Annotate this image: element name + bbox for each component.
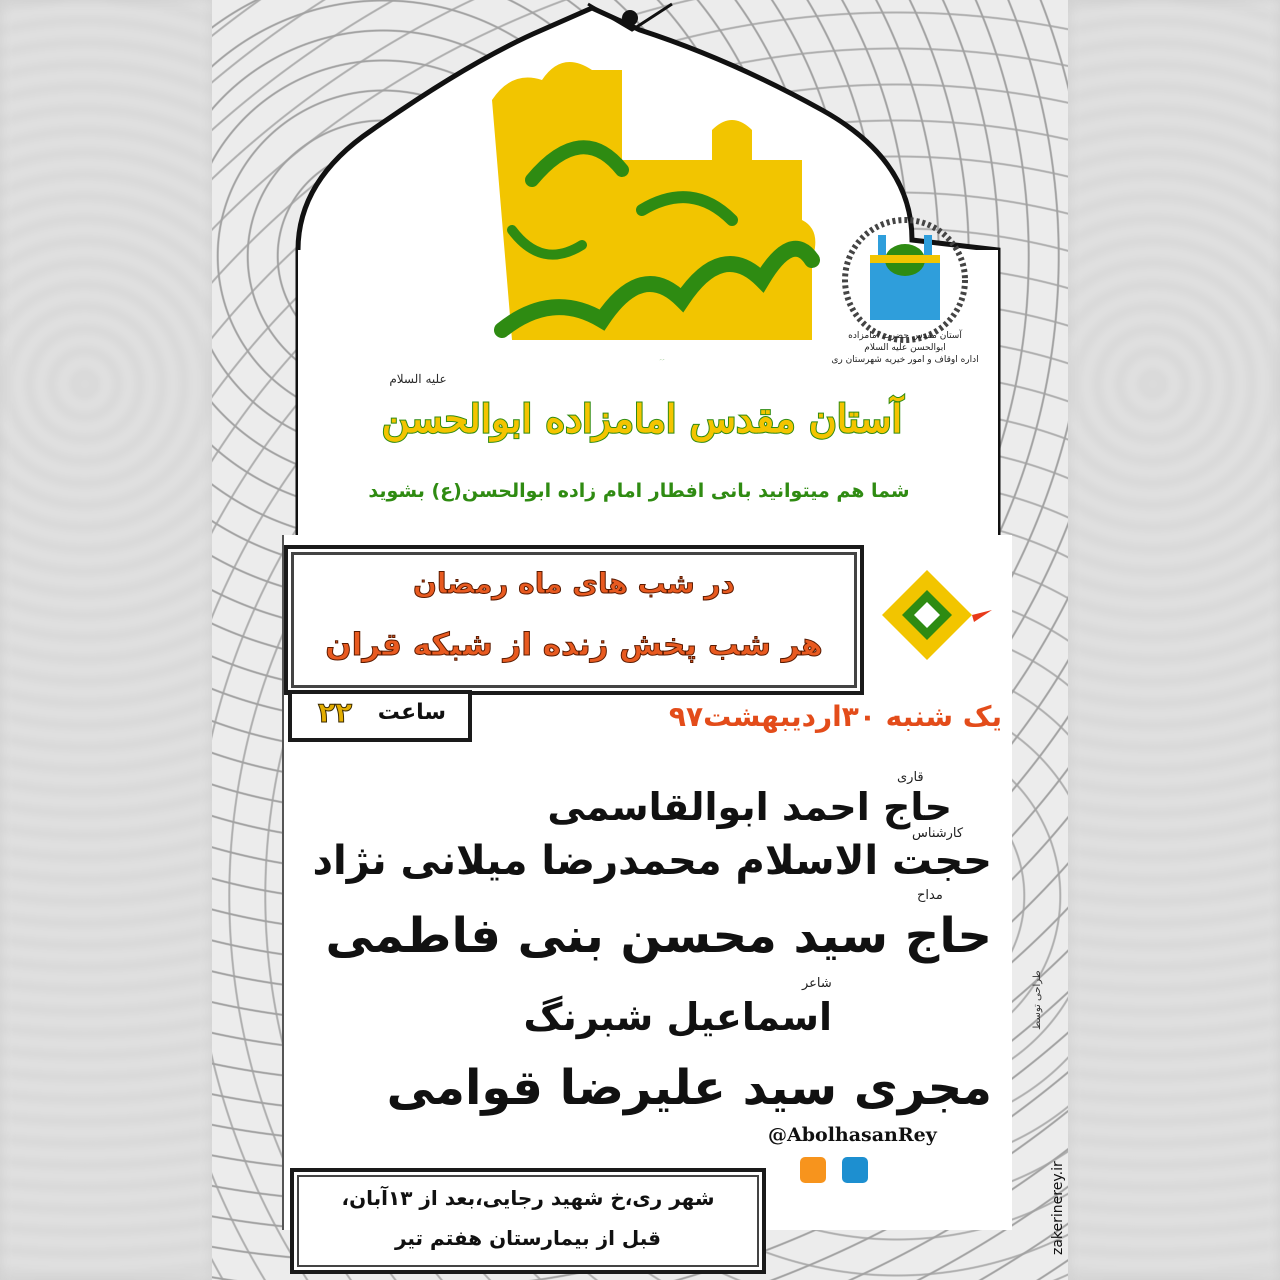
role-reciter: قاری [897,770,924,785]
shrine-seal-logo [840,215,970,345]
seal-caption-line1: آستان مقدس حضرت امامزاده ابوالحسن علیه السلام [848,331,962,353]
name-host: مجری سید علیرضا قوامی [386,1060,992,1116]
atr-ramadan-logo [472,30,832,360]
announcement-line1: در شب های ماه رمضان [412,567,736,600]
announcement-frame [284,545,864,695]
seal-caption-line2: اداره اوقاف و امور خیریه شهرستان ری [831,355,979,365]
announcement-line2: هر شب پخش زنده از شبکه قران [325,627,823,663]
quran-tv-logo [862,560,992,670]
blurred-background-left [0,0,212,1280]
designer-credit: طراحی توسط [1032,970,1043,1030]
role-expert: کارشناس [912,826,964,841]
honorific: علیه السلام [389,372,447,386]
name-expert: حجت الاسلام محمدرضا میلانی نژاد [312,838,992,884]
eitaa-icon[interactable] [800,1157,826,1183]
time-box [288,690,472,742]
role-eulogist: مداح [917,888,943,903]
role-poet: شاعر [802,976,832,991]
blurred-background-right [1068,0,1280,1280]
soroush-icon[interactable] [842,1157,868,1183]
name-poet: اسماعیل شبرنگ [523,995,832,1039]
address-box [290,1168,766,1274]
time-label: ساعت [377,700,446,725]
name-eulogist: حاج سید محسن بنی فاطمی [325,908,992,964]
time-hour: ۲۲ [318,696,353,729]
address-line1: شهر ری،خ شهید رجایی،بعد از ۱۳آبان، [341,1186,715,1210]
broadcast-date: یک شنبه ۳۰اردیبهشت۹۷ [668,700,1002,733]
logo-name: عطر رمضان [659,360,665,361]
shrine-title: آستان مقدس امامزاده ابوالحسن [381,396,903,441]
sponsor-invitation: شما هم میتوانید بانی افطار امام زاده ابوالحسن(ع) بشوید [368,480,910,502]
name-reciter: حاج احمد ابوالقاسمی [547,785,952,829]
seal-caption [830,330,980,366]
poster [212,0,1068,1280]
website-credit[interactable]: zakerinerey.ir [1050,1161,1066,1255]
social-handle[interactable]: @AbolhasanRey [768,1124,937,1146]
address-line2: قبل از بیمارستان هفتم تیر [394,1226,662,1250]
